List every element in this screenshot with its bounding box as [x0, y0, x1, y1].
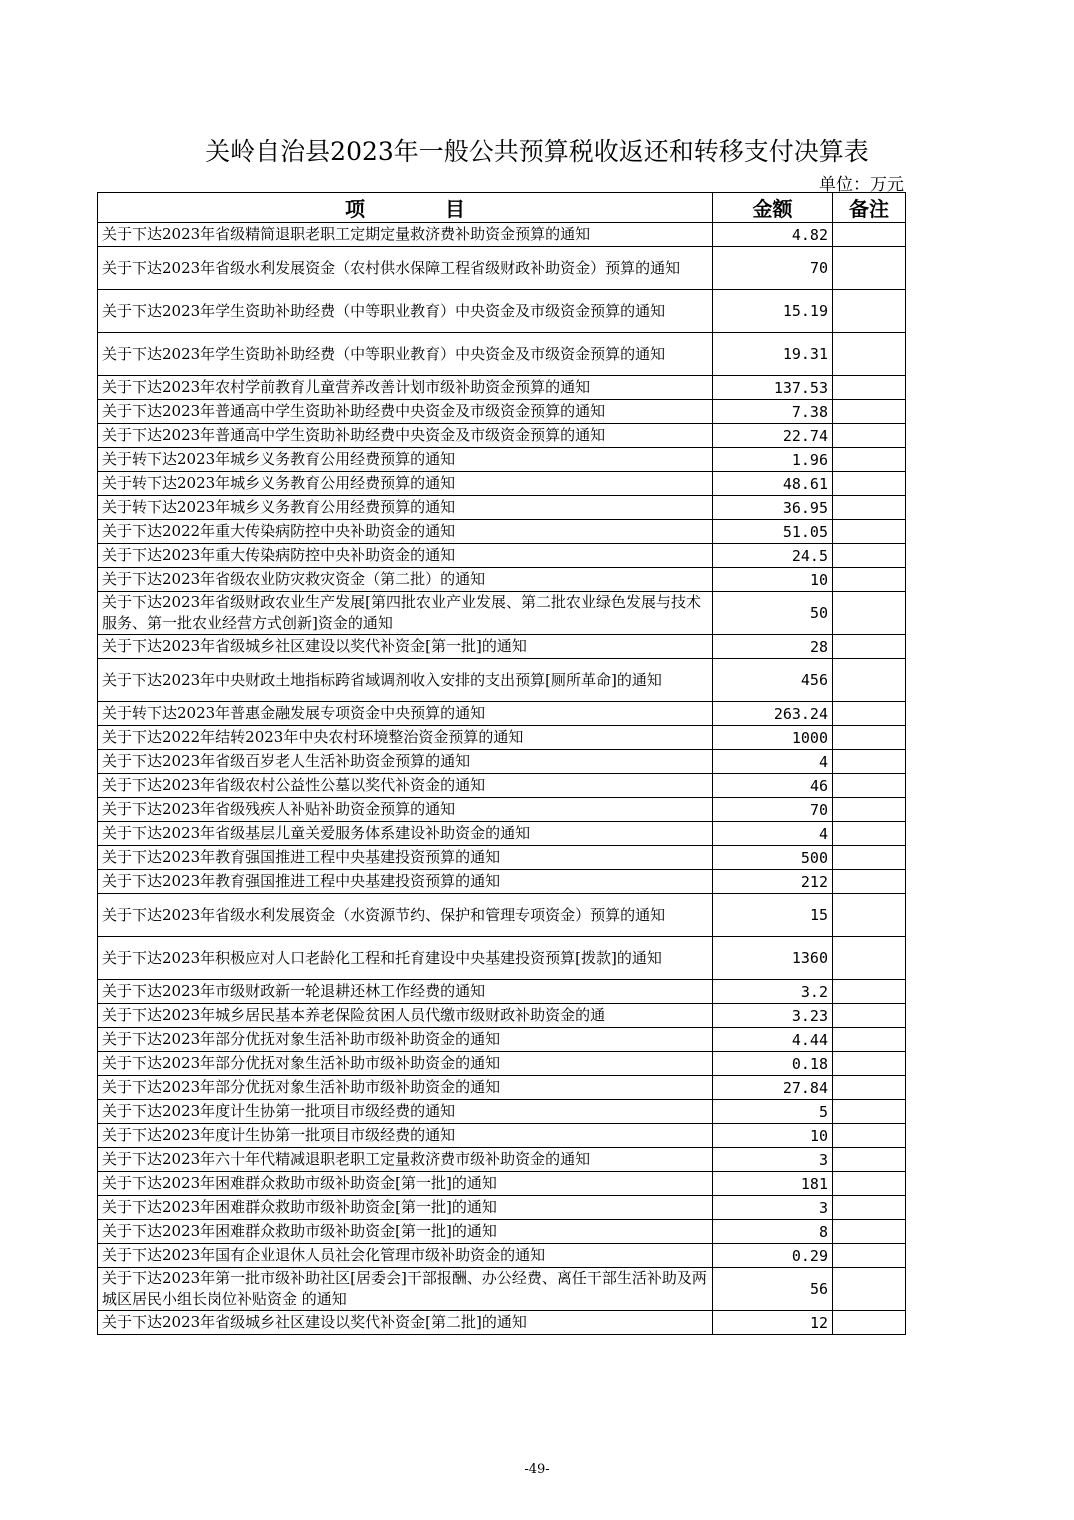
row-amount: 36.95 — [713, 496, 833, 520]
table-row — [98, 1004, 906, 1028]
row-project-name: 关于下达2023年省级农业防灾救灾资金（第二批）的通知 — [98, 568, 713, 592]
row-amount: 28 — [713, 635, 833, 659]
table-row — [98, 1052, 906, 1076]
table-row — [98, 750, 906, 774]
table-row — [98, 1244, 906, 1268]
row-project-name: 关于转下达2023年普惠金融发展专项资金中央预算的通知 — [98, 702, 713, 726]
row-remark — [833, 376, 906, 400]
row-remark — [833, 659, 906, 702]
row-remark — [833, 1028, 906, 1052]
header-amount: 金额 — [713, 193, 833, 223]
page-number: -49- — [524, 1462, 550, 1477]
row-project-name: 关于下达2023年省级水利发展资金（水资源节约、保护和管理专项资金）预算的通知 — [98, 894, 713, 937]
table-row — [98, 424, 906, 448]
table-row — [98, 1172, 906, 1196]
row-remark — [833, 635, 906, 659]
row-amount: 3 — [713, 1196, 833, 1220]
row-remark — [833, 400, 906, 424]
row-amount: 56 — [713, 1268, 833, 1311]
row-remark — [833, 247, 906, 290]
row-project-name: 关于下达2023年积极应对人口老龄化工程和托育建设中央基建投资预算[拨款]的通知 — [98, 937, 713, 980]
row-project-name: 关于下达2023年学生资助补助经费（中等职业教育）中央资金及市级资金预算的通知 — [98, 333, 713, 376]
row-remark — [833, 1311, 906, 1335]
row-amount: 15.19 — [713, 290, 833, 333]
row-project-name: 关于下达2023年教育强国推进工程中央基建投资预算的通知 — [98, 846, 713, 870]
row-project-name: 关于下达2023年省级残疾人补贴补助资金预算的通知 — [98, 798, 713, 822]
row-remark — [833, 520, 906, 544]
row-amount: 10 — [713, 1124, 833, 1148]
row-amount: 46 — [713, 774, 833, 798]
row-amount: 0.18 — [713, 1052, 833, 1076]
row-amount: 10 — [713, 568, 833, 592]
row-project-name: 关于转下达2023年城乡义务教育公用经费预算的通知 — [98, 448, 713, 472]
row-remark — [833, 1244, 906, 1268]
table-row — [98, 1268, 906, 1311]
header-project: 项 目 — [98, 193, 713, 223]
row-project-name: 关于下达2023年部分优抚对象生活补助市级补助资金的通知 — [98, 1076, 713, 1100]
row-remark — [833, 472, 906, 496]
row-remark — [833, 822, 906, 846]
row-amount: 212 — [713, 870, 833, 894]
row-project-name: 关于下达2023年省级水利发展资金（农村供水保障工程省级财政补助资金）预算的通知 — [98, 247, 713, 290]
table-row — [98, 376, 906, 400]
table-row — [98, 1124, 906, 1148]
budget-table — [97, 192, 906, 1335]
row-amount: 3 — [713, 1148, 833, 1172]
row-project-name: 关于下达2023年中央财政土地指标跨省域调剂收入安排的支出预算[厕所革命]的通知 — [98, 659, 713, 702]
unit-label: 单位：万元 — [819, 175, 904, 195]
table-row — [98, 774, 906, 798]
row-amount: 1000 — [713, 726, 833, 750]
row-amount: 19.31 — [713, 333, 833, 376]
row-amount: 500 — [713, 846, 833, 870]
row-project-name: 关于下达2023年度计生协第一批项目市级经费的通知 — [98, 1100, 713, 1124]
row-project-name: 关于下达2023年度计生协第一批项目市级经费的通知 — [98, 1124, 713, 1148]
table-row — [98, 496, 906, 520]
row-amount: 8 — [713, 1220, 833, 1244]
row-remark — [833, 223, 906, 247]
row-remark — [833, 1124, 906, 1148]
row-project-name: 关于下达2023年教育强国推进工程中央基建投资预算的通知 — [98, 870, 713, 894]
table-row — [98, 520, 906, 544]
row-amount: 7.38 — [713, 400, 833, 424]
table-row — [98, 846, 906, 870]
row-amount: 4 — [713, 750, 833, 774]
row-amount: 0.29 — [713, 1244, 833, 1268]
table-row — [98, 1220, 906, 1244]
row-project-name: 关于下达2023年部分优抚对象生活补助市级补助资金的通知 — [98, 1028, 713, 1052]
table-row — [98, 448, 906, 472]
row-project-name: 关于下达2023年省级基层儿童关爱服务体系建设补助资金的通知 — [98, 822, 713, 846]
table-row — [98, 1028, 906, 1052]
table-row — [98, 726, 906, 750]
row-amount: 4.44 — [713, 1028, 833, 1052]
row-project-name: 关于下达2023年省级农村公益性公墓以奖代补资金的通知 — [98, 774, 713, 798]
row-remark — [833, 592, 906, 635]
row-remark — [833, 937, 906, 980]
row-remark — [833, 870, 906, 894]
row-project-name: 关于下达2023年省级百岁老人生活补助资金预算的通知 — [98, 750, 713, 774]
row-project-name: 关于下达2023年普通高中学生资助补助经费中央资金及市级资金预算的通知 — [98, 400, 713, 424]
row-amount: 4 — [713, 822, 833, 846]
row-project-name: 关于转下达2023年城乡义务教育公用经费预算的通知 — [98, 472, 713, 496]
table-row — [98, 472, 906, 496]
row-project-name: 关于下达2023年部分优抚对象生活补助市级补助资金的通知 — [98, 1052, 713, 1076]
row-remark — [833, 1100, 906, 1124]
row-remark — [833, 894, 906, 937]
row-project-name: 关于下达2022年重大传染病防控中央补助资金的通知 — [98, 520, 713, 544]
row-remark — [833, 750, 906, 774]
row-remark — [833, 798, 906, 822]
table-row — [98, 870, 906, 894]
row-amount: 5 — [713, 1100, 833, 1124]
row-amount: 137.53 — [713, 376, 833, 400]
row-project-name: 关于下达2023年普通高中学生资助补助经费中央资金及市级资金预算的通知 — [98, 424, 713, 448]
row-project-name: 关于下达2023年省级城乡社区建设以奖代补资金[第二批]的通知 — [98, 1311, 713, 1335]
row-amount: 456 — [713, 659, 833, 702]
row-amount: 24.5 — [713, 544, 833, 568]
row-amount: 1360 — [713, 937, 833, 980]
row-amount: 3.23 — [713, 1004, 833, 1028]
row-project-name: 关于下达2023年六十年代精减退职老职工定量救济费市级补助资金的通知 — [98, 1148, 713, 1172]
table-row — [98, 822, 906, 846]
row-remark — [833, 846, 906, 870]
table-row — [98, 635, 906, 659]
row-project-name: 关于下达2023年学生资助补助经费（中等职业教育）中央资金及市级资金预算的通知 — [98, 290, 713, 333]
row-amount: 48.61 — [713, 472, 833, 496]
row-remark — [833, 1004, 906, 1028]
row-remark — [833, 568, 906, 592]
table-row — [98, 544, 906, 568]
row-amount: 15 — [713, 894, 833, 937]
row-amount: 22.74 — [713, 424, 833, 448]
table-row — [98, 333, 906, 376]
header-remark: 备注 — [833, 193, 906, 223]
table-row — [98, 798, 906, 822]
row-remark — [833, 980, 906, 1004]
row-project-name: 关于下达2023年困难群众救助市级补助资金[第一批]的通知 — [98, 1196, 713, 1220]
table-row — [98, 1076, 906, 1100]
row-amount: 3.2 — [713, 980, 833, 1004]
table-row — [98, 1148, 906, 1172]
row-remark — [833, 1220, 906, 1244]
row-remark — [833, 424, 906, 448]
table-row — [98, 1196, 906, 1220]
row-amount: 263.24 — [713, 702, 833, 726]
table-row — [98, 223, 906, 247]
table-row — [98, 592, 906, 635]
row-amount: 51.05 — [713, 520, 833, 544]
row-project-name: 关于下达2023年困难群众救助市级补助资金[第一批]的通知 — [98, 1172, 713, 1196]
row-project-name: 关于下达2023年城乡居民基本养老保险贫困人员代缴市级财政补助资金的通 — [98, 1004, 713, 1028]
row-remark — [833, 1196, 906, 1220]
table-row — [98, 659, 906, 702]
row-remark — [833, 1172, 906, 1196]
row-project-name: 关于下达2023年第一批市级补助社区[居委会]干部报酬、办公经费、离任干部生活补助及两城区居民小组长岗位补贴资金 的通知 — [98, 1268, 713, 1311]
table-header-row — [98, 193, 906, 223]
row-project-name: 关于下达2023年市级财政新一轮退耕还林工作经费的通知 — [98, 980, 713, 1004]
row-project-name: 关于下达2023年重大传染病防控中央补助资金的通知 — [98, 544, 713, 568]
row-project-name: 关于下达2023年农村学前教育儿童营养改善计划市级补助资金预算的通知 — [98, 376, 713, 400]
row-amount: 4.82 — [713, 223, 833, 247]
row-remark — [833, 726, 906, 750]
table-row — [98, 702, 906, 726]
table-row — [98, 400, 906, 424]
row-remark — [833, 774, 906, 798]
row-project-name: 关于下达2023年省级精简退职老职工定期定量救济费补助资金预算的通知 — [98, 223, 713, 247]
row-remark — [833, 1148, 906, 1172]
row-amount: 12 — [713, 1311, 833, 1335]
row-remark — [833, 333, 906, 376]
table-row — [98, 568, 906, 592]
row-remark — [833, 290, 906, 333]
row-project-name: 关于下达2023年国有企业退休人员社会化管理市级补助资金的通知 — [98, 1244, 713, 1268]
row-amount: 70 — [713, 247, 833, 290]
row-amount: 181 — [713, 1172, 833, 1196]
table-row — [98, 290, 906, 333]
row-amount: 50 — [713, 592, 833, 635]
table-row — [98, 894, 906, 937]
table-row — [98, 980, 906, 1004]
row-project-name: 关于下达2023年省级财政农业生产发展[第四批农业产业发展、第二批农业绿色发展与技术服务、第一批农业经营方式创新]资金的通知 — [98, 592, 713, 635]
row-project-name: 关于转下达2023年城乡义务教育公用经费预算的通知 — [98, 496, 713, 520]
table-row — [98, 937, 906, 980]
page-title: 关岭自治县2023年一般公共预算税收返还和转移支付决算表 — [205, 137, 869, 166]
row-remark — [833, 1076, 906, 1100]
table-row — [98, 247, 906, 290]
row-amount: 70 — [713, 798, 833, 822]
row-amount: 1.96 — [713, 448, 833, 472]
row-remark — [833, 544, 906, 568]
row-amount: 27.84 — [713, 1076, 833, 1100]
table-row — [98, 1311, 906, 1335]
row-remark — [833, 1268, 906, 1311]
table-row — [98, 1100, 906, 1124]
row-project-name: 关于下达2022年结转2023年中央农村环境整治资金预算的通知 — [98, 726, 713, 750]
row-remark — [833, 1052, 906, 1076]
row-project-name: 关于下达2023年省级城乡社区建设以奖代补资金[第一批]的通知 — [98, 635, 713, 659]
row-project-name: 关于下达2023年困难群众救助市级补助资金[第一批]的通知 — [98, 1220, 713, 1244]
row-remark — [833, 448, 906, 472]
row-remark — [833, 702, 906, 726]
row-remark — [833, 496, 906, 520]
